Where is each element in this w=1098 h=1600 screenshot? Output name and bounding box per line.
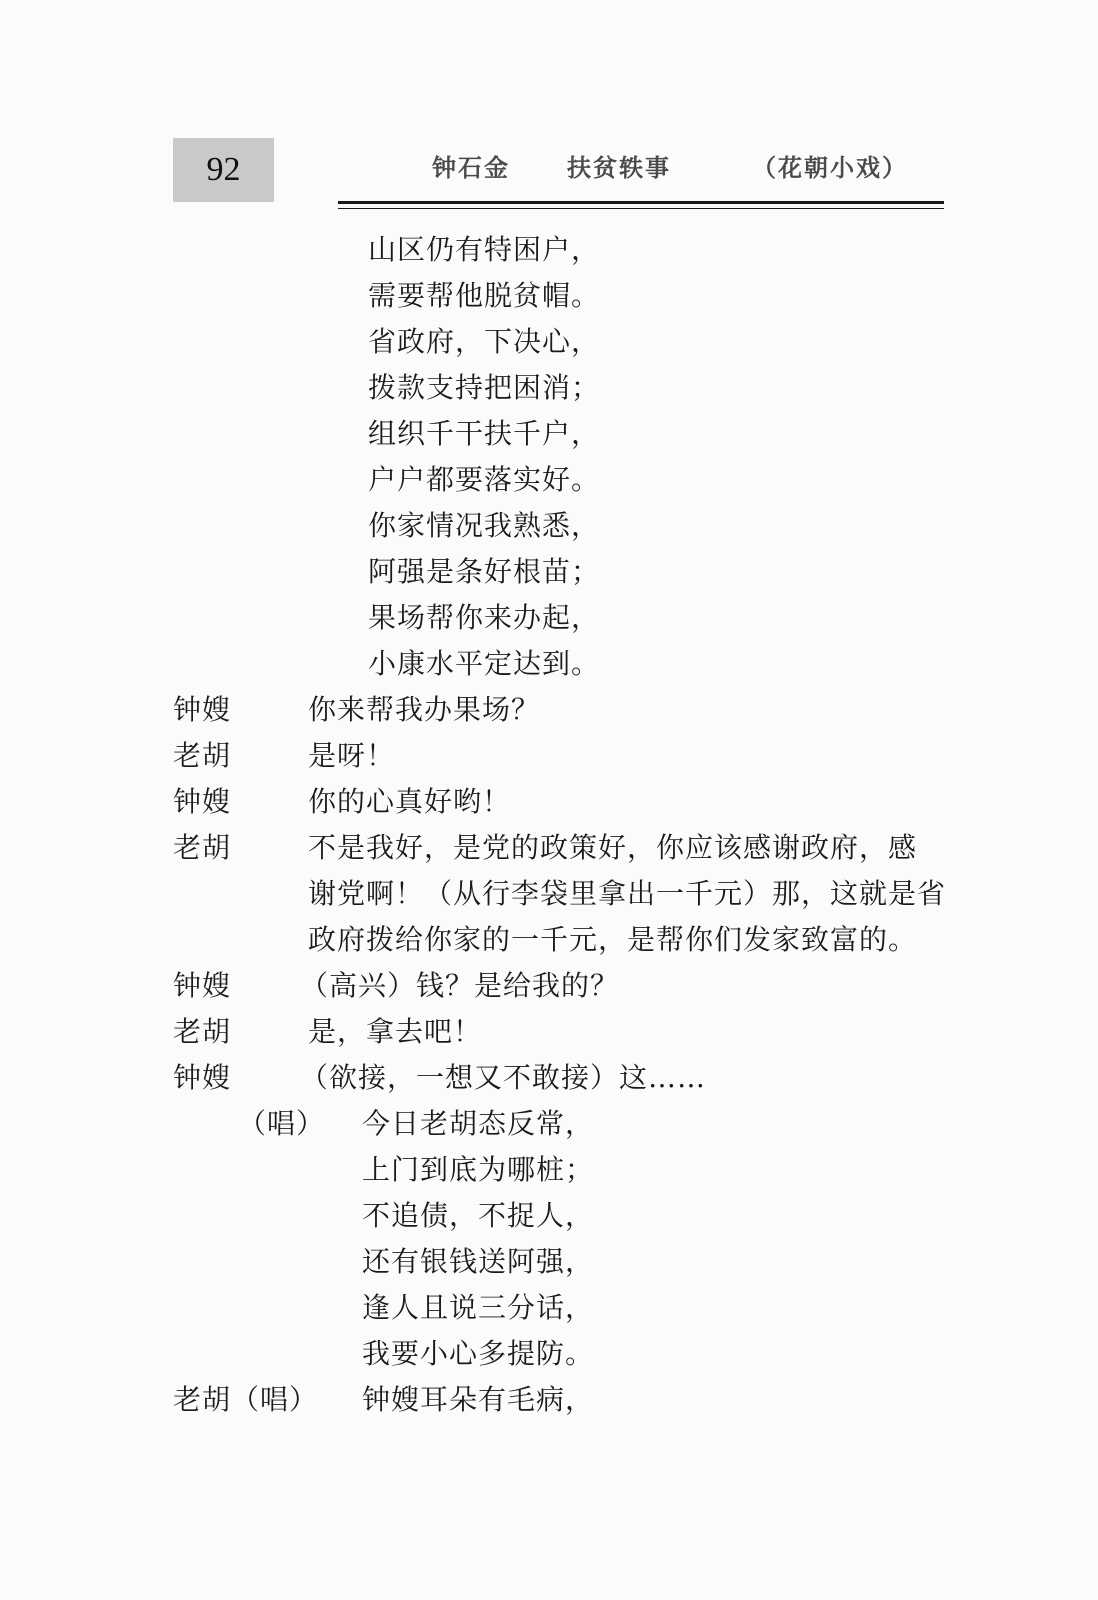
verse-line: 省政府，下决心， [368,325,601,358]
speaker-name: 钟嫂 [173,1061,232,1094]
verse-line: 钟嫂耳朵有毛病， [362,1383,595,1416]
speaker-name: 老胡（唱） [173,1383,319,1416]
dialogue-line: 不是我好，是党的政策好，你应该感谢政府，感 [308,831,918,864]
verse-line: 今日老胡态反常， [362,1107,595,1140]
verse-line: 我要小心多提防。 [362,1337,595,1370]
speaker-name: 钟嫂 [173,785,232,818]
verse-line: 你家情况我熟悉， [368,509,601,542]
running-head-title: 扶贫轶事 [567,154,671,182]
running-head-author: 钟石金 [432,154,510,182]
verse-line: 小康水平定达到。 [368,647,601,680]
speaker-name: 钟嫂 [173,693,232,726]
stage-direction-sing: （唱） [238,1107,326,1140]
verse-line: 山区仍有特困户， [368,233,601,266]
dialogue-line: 是呀！ [308,739,396,772]
speaker-name: 钟嫂 [173,969,232,1002]
verse-line: 逢人且说三分话， [362,1291,595,1324]
verse-line: 果场帮你来办起， [368,601,601,634]
dialogue-line: （高兴）钱？是给我的？ [300,969,620,1002]
verse-line: 上门到底为哪桩； [362,1153,595,1186]
running-head-genre: （花朝小戏） [752,154,908,182]
dialogue-line: 你的心真好哟！ [308,785,512,818]
speaker-name: 老胡 [173,831,232,864]
dialogue-line: （欲接，一想又不敢接）这…… [300,1061,707,1094]
dialogue-line: 是，拿去吧！ [308,1015,483,1048]
verse-line: 拨款支持把困消； [368,371,601,404]
verse-line: 还有银钱送阿强， [362,1245,595,1278]
speaker-name: 老胡 [173,739,232,772]
header-rule-thick [338,201,944,204]
verse-line: 户户都要落实好。 [368,463,601,496]
verse-line: 阿强是条好根苗； [368,555,601,588]
page-number: 92 [173,138,274,202]
dialogue-continuation: 政府拨给你家的一千元，是帮你们发家致富的。 [308,923,918,956]
speaker-name: 老胡 [173,1015,232,1048]
dialogue-line: 你来帮我办果场？ [308,693,541,726]
verse-line: 需要帮他脱贫帽。 [368,279,601,312]
header-rule-thin [338,208,944,209]
verse-line: 不追债，不捉人， [362,1199,595,1232]
dialogue-continuation: 谢党啊！（从行李袋里拿出一千元）那，这就是省 [308,877,947,910]
verse-line: 组织千干扶千户， [368,417,601,450]
